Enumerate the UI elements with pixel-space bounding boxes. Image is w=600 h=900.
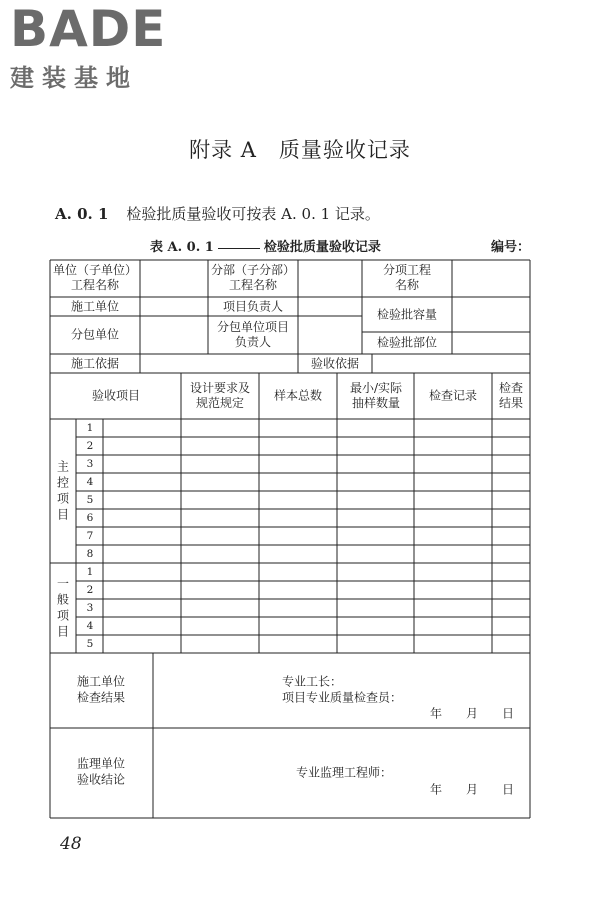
general-item-number: 1 xyxy=(86,566,94,578)
general-item-number: 2 xyxy=(86,584,94,596)
construction-date: 年 月 日 xyxy=(430,706,515,721)
engineer-signature-label: 专业监理工程师： xyxy=(296,765,393,780)
main-control-label: 控 xyxy=(56,475,70,490)
main-item-number: 2 xyxy=(86,440,94,452)
construction-check-label: 检查结果 xyxy=(76,690,126,705)
main-item-number: 4 xyxy=(86,476,94,488)
sub-manager-label: 分包单位项目 xyxy=(216,320,290,334)
construction-check-label: 施工单位 xyxy=(76,674,126,689)
col-min-actual-header: 最小/实际 xyxy=(349,381,403,395)
clause-number: A. 0. 1 xyxy=(55,205,109,223)
supervision-conclusion-label: 验收结论 xyxy=(76,772,126,787)
col-item-header: 验收项目 xyxy=(91,388,141,403)
col-result-header: 检查 xyxy=(498,381,524,395)
main-item-number: 7 xyxy=(86,530,94,542)
sub-project-label: 分部（子分部） xyxy=(210,263,296,277)
general-item-number: 3 xyxy=(86,602,94,614)
col-sample-total-header: 样本总数 xyxy=(273,388,323,403)
appendix-title: 附录 A 质量验收记录 xyxy=(189,138,411,162)
inspector-signature-label: 项目专业质量检查员： xyxy=(282,690,403,705)
sub-item-label: 分项工程 xyxy=(382,263,432,277)
logo-chinese: 建装基地 xyxy=(10,64,138,92)
main-control-label: 主 xyxy=(56,459,70,474)
col-design-header: 规范规定 xyxy=(195,396,245,410)
clause-text: 检验批质量验收可按表 A. 0. 1 记录。 xyxy=(126,205,380,223)
table-number: 表 A. 0. 1 xyxy=(150,240,214,255)
main-control-label: 项 xyxy=(56,491,70,506)
supervision-date: 年 月 日 xyxy=(430,782,515,797)
general-items-label: 项 xyxy=(56,608,70,623)
page-number: 48 xyxy=(60,834,82,854)
col-design-header: 设计要求及 xyxy=(189,381,251,395)
general-items-label: 般 xyxy=(56,592,70,607)
general-item-number: 4 xyxy=(86,620,94,632)
general-items-label: 一 xyxy=(56,576,70,591)
general-item-number: 5 xyxy=(86,638,94,650)
main-item-number: 1 xyxy=(86,422,94,434)
batch-location-label: 检验批部位 xyxy=(376,335,438,350)
construction-basis-label: 施工依据 xyxy=(70,356,120,371)
col-result-header: 结果 xyxy=(498,396,524,410)
table-title: 检验批质量验收记录 xyxy=(263,240,381,255)
unit-name-label: 工程名称 xyxy=(70,278,120,292)
logo-brand: BADE xyxy=(10,0,167,58)
subcontractor-label: 分包单位 xyxy=(70,327,120,342)
batch-capacity-label: 检验批容量 xyxy=(376,307,438,322)
col-record-header: 检查记录 xyxy=(428,388,478,403)
construction-unit-label: 施工单位 xyxy=(70,299,120,314)
code-label: 编号： xyxy=(490,240,530,255)
sub-manager-label: 负责人 xyxy=(234,335,272,349)
acceptance-basis-label: 验收依据 xyxy=(310,356,360,371)
main-control-label: 目 xyxy=(56,507,70,522)
main-item-number: 8 xyxy=(86,548,94,560)
sub-item-label: 名称 xyxy=(394,278,420,292)
project-manager-label: 项目负责人 xyxy=(222,299,284,314)
foreman-signature-label: 专业工长： xyxy=(282,674,343,689)
unit-name-label: 单位（子单位） xyxy=(52,263,138,277)
main-item-number: 3 xyxy=(86,458,94,470)
supervision-conclusion-label: 监理单位 xyxy=(76,756,126,771)
sub-project-label: 工程名称 xyxy=(228,278,278,292)
main-item-number: 6 xyxy=(86,512,94,524)
general-items-label: 目 xyxy=(56,624,70,639)
main-item-number: 5 xyxy=(86,494,94,506)
col-min-actual-header: 抽样数量 xyxy=(351,396,401,410)
